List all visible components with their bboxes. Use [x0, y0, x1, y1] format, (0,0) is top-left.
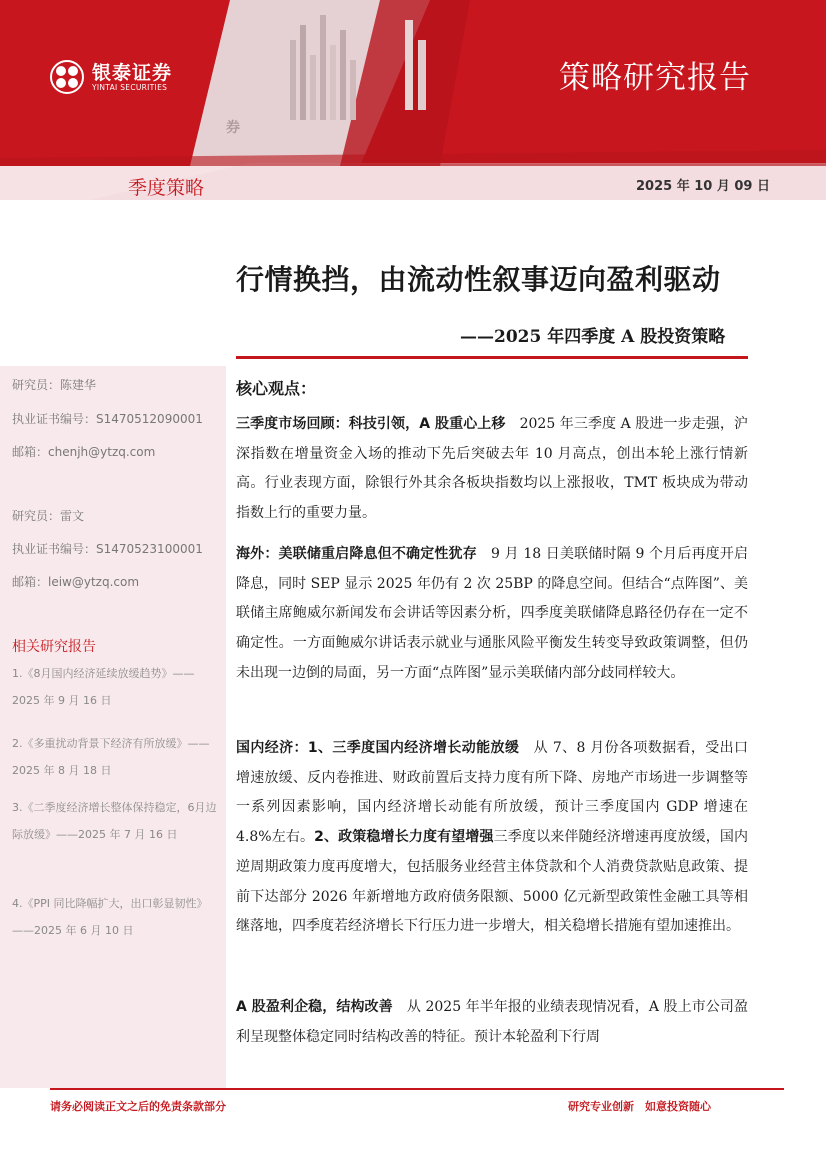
report-date: 2025 年 10 月 09 日: [636, 179, 770, 194]
report-type-label: 策略研究报告: [559, 60, 751, 96]
paragraph-lead-2: 2、政策稳增长力度有望增强: [314, 829, 494, 846]
paragraph-text: 从 2025 年半年报的业绩表现情况看，A 股上市公司盈利呈现整体稳定同时结构改善的特征。预计本轮盈利下行周: [236, 999, 748, 1045]
paragraph-text: 从 7、8 月份各项数据看，受出口增速放缓、反内卷推进、财政前置后支持力度有所下降、房地产市场进一步调整等一系列因素影响，国内经济增长动能有所放缓，预计三季度国内 GDP 增速在 4.8%左右。: [236, 740, 748, 846]
related-report-item[interactable]: 1.《8月国内经济延续放缓趋势》——2025 年 9 月 16 日: [12, 667, 195, 707]
footer-divider: [50, 1088, 784, 1090]
related-report-item[interactable]: 3.《二季度经济增长整体保持稳定，6月边际放缓》——2025 年 7 月 16 日: [12, 801, 217, 841]
logo-mark-icon: [50, 60, 84, 94]
report-subtitle: ——2025 年四季度 A 股投资策略: [460, 327, 726, 347]
paragraph-lead: A 股盈利企稳，结构改善: [236, 999, 393, 1015]
company-logo: [50, 60, 172, 94]
analyst-email[interactable]: 邮箱：chenjh@ytzq.com: [12, 445, 156, 459]
paragraph-lead: 国内经济：1、三季度国内经济增长动能放缓: [236, 740, 520, 756]
paragraph-text-2: 三季度以来伴随经济增速再度放缓，国内逆周期政策力度再度增大，包括服务业经营主体贷款和个人消费贷款贴息政策、提前下达部分 2026 年新增地方政府债务限额、5000 亿元新型政策性金融工具等相继落地，四季度若经济增长下行压力进一步增大，相关稳增长措施有望加速推出。: [236, 829, 748, 935]
sidebar: [0, 366, 226, 1088]
analyst-cert: 执业证书编号：S1470512090001: [12, 412, 203, 426]
analyst-cert: 执业证书编号：S1470523100001: [12, 542, 203, 556]
analyst-name: 研究员：雷文: [12, 509, 85, 523]
footer-slogan: 研究专业创新 如意投资随心: [568, 1100, 711, 1113]
paragraph-lead: 三季度市场回顾：科技引领，A 股重心上移: [236, 416, 506, 432]
related-report-item[interactable]: 4.《PPI 同比降幅扩大，出口彰显韧性》——2025 年 6 月 10 日: [12, 897, 208, 937]
header-banner: [0, 0, 826, 200]
report-category: 季度策略: [128, 177, 205, 199]
analyst-name: 研究员：陈建华: [12, 378, 97, 392]
skyline-decoration: [190, 0, 470, 166]
core-paragraph: [236, 410, 748, 529]
core-views-heading: 核心观点：: [236, 379, 317, 398]
banner-graphic: [0, 0, 826, 200]
paragraph-lead: 海外：美联储重启降息但不确定性犹存: [236, 546, 477, 562]
report-title: 行情换挡，由流动性叙事迈向盈利驱动: [236, 263, 721, 296]
paragraph-text: 2025 年三季度 A 股进一步走强，沪深指数在增量资金入场的推动下先后突破去年 10 月高点，创出本轮上涨行情新高。行业表现方面，除银行外其余各板块指数均以上涨报收，TMT 板块成为带动指数上行的重要力量。: [236, 416, 748, 522]
logo-name-en: YINTAI SECURITIES: [92, 82, 168, 92]
title-divider: [236, 356, 748, 359]
related-report-item[interactable]: 2.《多重扰动背景下经济有所放缓》——2025 年 8 月 18 日: [12, 737, 210, 777]
core-paragraph: [236, 993, 748, 1052]
related-reports-heading: 相关研究报告: [12, 639, 96, 655]
paragraph-text: 9 月 18 日美联储时隔 9 个月后再度开启降息，同时 SEP 显示 2025 年仍有 2 次 25BP 的降息空间。但结合“点阵图”、美联储主席鲍威尔新闻发布会讲话等因素分析，四季度美联储降息路径仍存在一定不确定性。一方面鲍威尔讲话表示就业与通胀风险平衡发生转变导致政策调整，但仍未出现一边倒的局面，另一方面“点阵图”显示美联储内部分歧同样较大。: [236, 546, 748, 681]
svg-text:券: 券: [226, 120, 240, 136]
analyst-email[interactable]: 邮箱：leiw@ytzq.com: [12, 575, 140, 589]
logo-name-cn: 银泰证券: [92, 61, 173, 84]
core-paragraph: [236, 540, 748, 689]
footer-disclaimer: 请务必阅读正文之后的免责条款部分: [50, 1100, 226, 1113]
core-paragraph: [236, 734, 748, 942]
